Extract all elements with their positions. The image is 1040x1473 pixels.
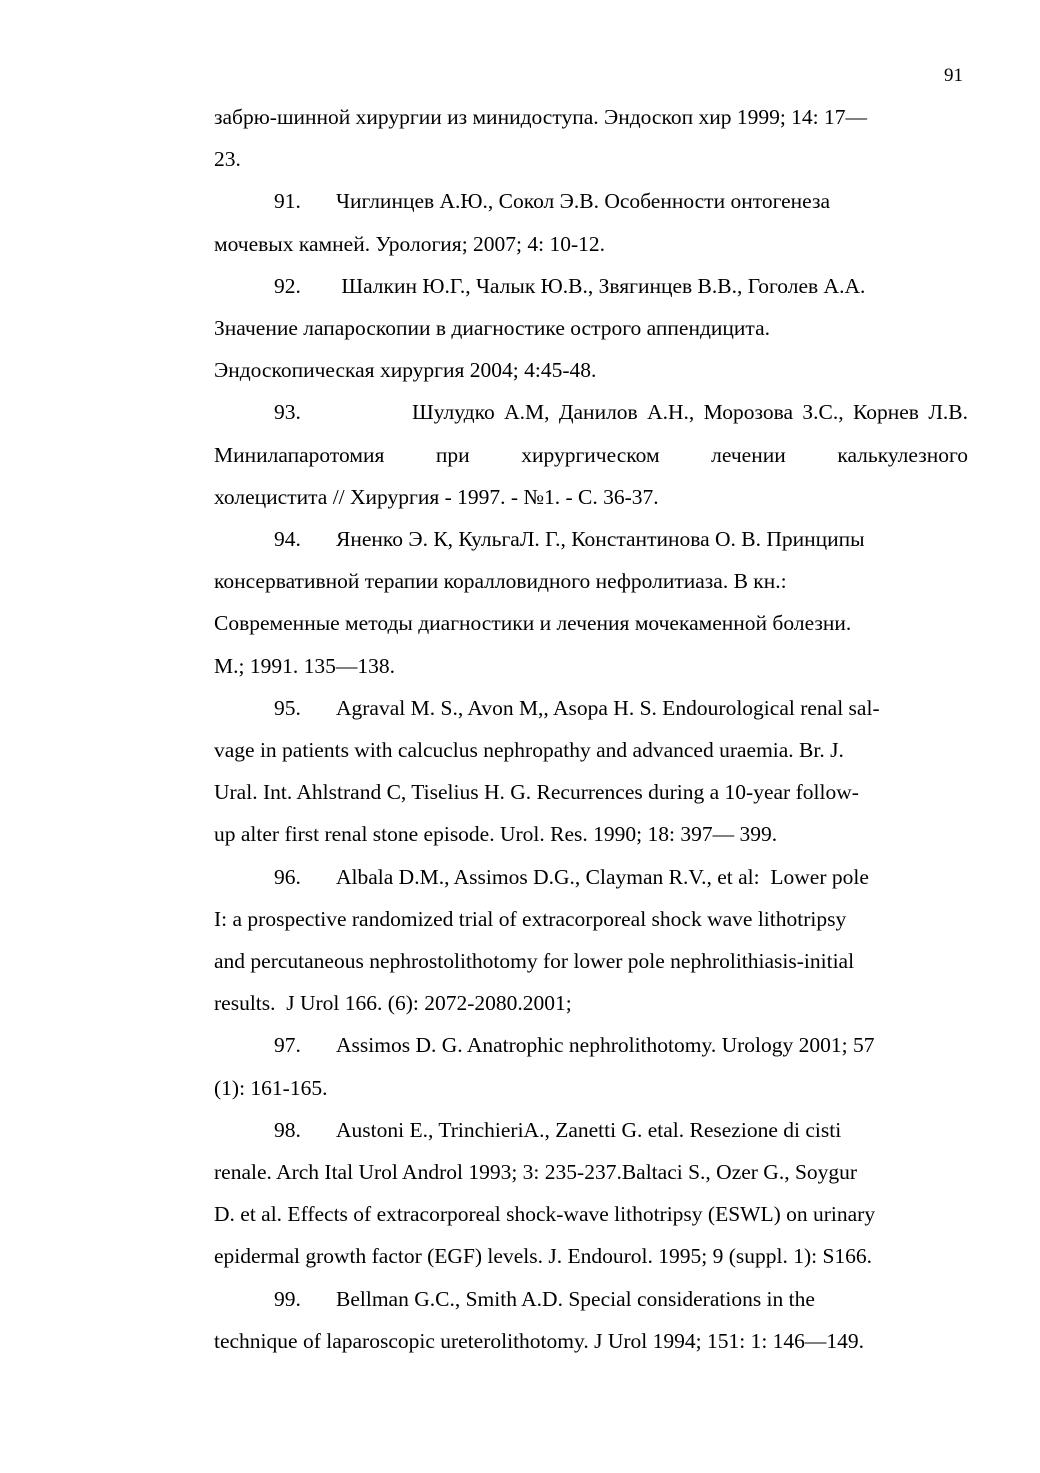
reference-number: 93.	[274, 400, 301, 425]
text-line: up alter first renal stone episode. Urol. Res. 1990; 18: 397— 399.	[214, 822, 778, 847]
reference-item	[214, 856, 968, 1025]
text-line: мочевых камней. Урология; 2007; 4: 10-12.	[214, 231, 606, 256]
reference-number: 96.	[274, 864, 301, 889]
text-line	[214, 518, 968, 560]
word: калькулезного	[837, 442, 968, 467]
reference-number: 94.	[274, 527, 301, 552]
reference-item	[214, 687, 968, 856]
reference-text: Яненко Э. К, КульгаЛ. Г., Константинова О. В. Принципы	[336, 527, 865, 552]
reference-text: Шалкин Ю.Г., Чалык Ю.В., Звягинцев В.В., Гоголев А.А.	[336, 273, 866, 298]
text-line	[214, 434, 968, 476]
reference-text: Bellman G.C., Smith A.D. Special considerations in the	[336, 1286, 815, 1311]
reference-list	[214, 96, 968, 1362]
continuation-paragraph	[214, 96, 968, 180]
text-line: М.; 1991. 135—138.	[214, 653, 395, 678]
text-line: epidermal growth factor (EGF) levels. J. Endourol. 1995; 9 (suppl. 1): S166.	[214, 1244, 873, 1269]
reference-text: Albala D.M., Assimos D.G., Clayman R.V., et al: Lower pole	[336, 864, 869, 889]
text-line	[214, 1278, 968, 1320]
word: хирургическом	[521, 442, 660, 467]
text-line: 23.	[214, 147, 241, 172]
text-line	[214, 1109, 968, 1151]
text-line: technique of laparoscopic ureterolithotomy. J Urol 1994; 151: 1: 146—149.	[214, 1328, 865, 1353]
reference-text: Чиглинцев А.Ю., Сокол Э.В. Особенности онтогенеза	[336, 189, 830, 214]
text-line: vage in patients with calcuclus nephropathy and advanced uraemia. Br. J.	[214, 738, 844, 763]
reference-item	[214, 1024, 968, 1108]
text-line: Ural. Int. Ahlstrand C, Tiselius H. G. Recurrences during a 10-year follow-	[214, 780, 859, 805]
text-line: I: a prospective randomized trial of extracorporeal shock wave lithotripsy	[214, 906, 847, 931]
text-line	[214, 856, 968, 898]
text-line: забрю-шинной хирургии из минидоступа. Эндоскоп хир 1999; 14: 17—	[214, 105, 868, 129]
text-line: (1): 161-165.	[214, 1075, 328, 1100]
reference-item	[214, 518, 968, 687]
reference-text: Шулудко А.М, Данилов А.Н., Морозова З.С., Корнев Л.В.	[412, 400, 968, 425]
word: Минилапаротомия	[214, 442, 385, 467]
text-line: консервативной терапии коралловидного нефролитиаза. В кн.:	[214, 569, 787, 594]
reference-number: 97.	[274, 1033, 301, 1058]
reference-item	[214, 1109, 968, 1278]
text-line	[214, 180, 968, 222]
reference-text: Agraval M. S., Avon M,, Asopa H. S. Endourological renal sal-	[336, 695, 880, 720]
reference-item	[214, 265, 968, 392]
text-line: Значение лапароскопии в диагностике острого аппендицита.	[214, 316, 770, 341]
reference-text: Austoni E., TrinchieriA., Zanetti G. etal. Resezione di cisti	[336, 1117, 842, 1142]
text-line: renale. Arch Ital Urol Androl 1993; 3: 235-237.Baltaci S., Ozer G., Soygur	[214, 1160, 858, 1185]
reference-text: Assimos D. G. Anatrophic nephrolithotomy. Urology 2001; 57	[336, 1033, 875, 1058]
reference-number: 95.	[274, 695, 301, 720]
word: лечении	[711, 442, 786, 467]
text-line: D. et al. Effects of extracorporeal shock-wave lithotripsy (ESWL) on urinary	[214, 1202, 876, 1227]
reference-number: 91.	[274, 189, 301, 214]
text-line: холецистита // Хирургия - 1997. - №1. - С. 36-37.	[214, 484, 659, 509]
page-number: 91	[944, 65, 963, 86]
reference-item	[214, 1278, 968, 1362]
text-line	[214, 391, 968, 433]
reference-item	[214, 391, 968, 518]
text-line	[214, 1024, 968, 1066]
reference-number: 98.	[274, 1117, 301, 1142]
word: при	[435, 442, 470, 467]
text-line: results. J Urol 166. (6): 2072-2080.2001;	[214, 991, 572, 1016]
text-line	[214, 687, 968, 729]
text-line: Эндоскопическая хирургия 2004; 4:45-48.	[214, 358, 597, 383]
text-line	[214, 265, 968, 307]
reference-item	[214, 180, 968, 264]
text-line: Современные методы диагностики и лечения мочекаменной болезни.	[214, 611, 852, 636]
reference-number: 92.	[274, 273, 301, 298]
reference-number: 99.	[274, 1286, 301, 1311]
text-line: and percutaneous nephrostolithotomy for lower pole nephrolithiasis-initial	[214, 949, 855, 974]
